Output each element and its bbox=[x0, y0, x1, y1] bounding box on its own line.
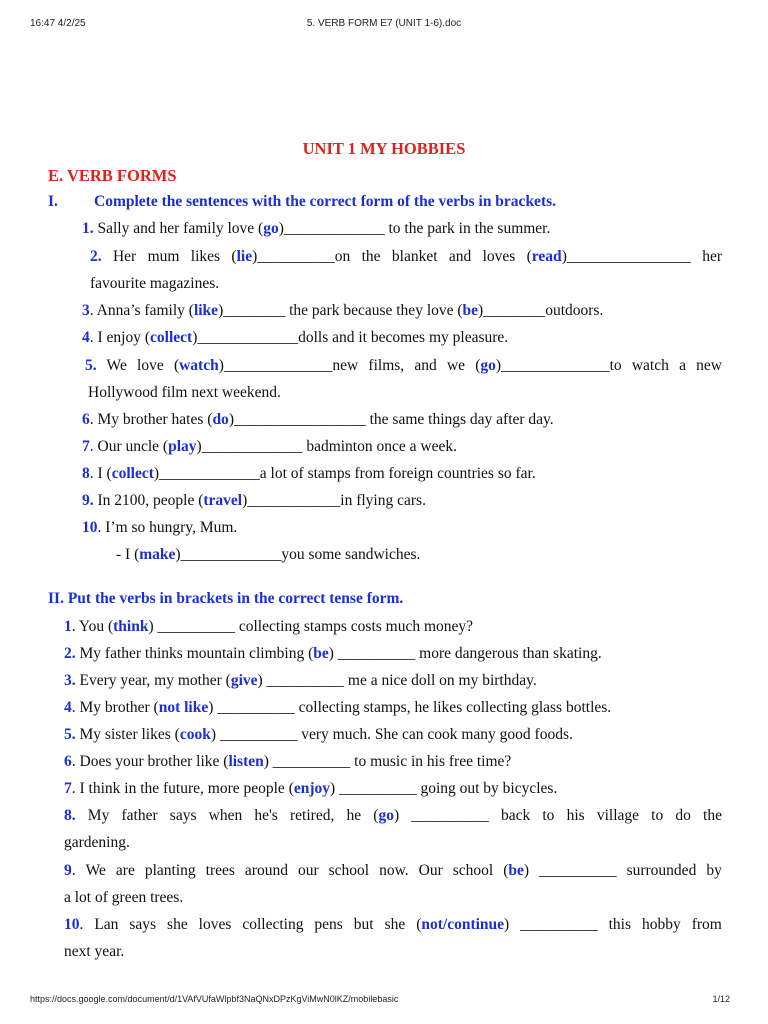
word-group bbox=[453, 861, 493, 881]
item-number: 7 bbox=[64, 780, 72, 797]
sentence-word: We bbox=[85, 862, 106, 879]
exercise-item bbox=[64, 806, 722, 826]
print-page-number: 1/12 bbox=[712, 994, 730, 1004]
sentence-word: the bbox=[703, 807, 722, 824]
word-group bbox=[503, 861, 529, 881]
sentence-word: . bbox=[79, 916, 84, 933]
sentence-word: this bbox=[608, 916, 632, 933]
exercise-item bbox=[82, 491, 426, 511]
sentence-word: __________ bbox=[411, 807, 489, 824]
exercise-item bbox=[64, 752, 511, 772]
item-number: 1 bbox=[64, 618, 72, 635]
sentence-word: hobby bbox=[641, 916, 681, 933]
word-group bbox=[542, 806, 554, 826]
sentence-word: when bbox=[208, 807, 243, 824]
sentence-text: . Anna’s family ( bbox=[89, 302, 194, 319]
item-number: 6 bbox=[82, 411, 90, 428]
sentence-word: his bbox=[566, 807, 585, 824]
print-doc-title: 5. VERB FORM E7 (UNIT 1-6).doc bbox=[306, 18, 462, 29]
sentence-word: father bbox=[121, 807, 158, 824]
sentence-word: ( bbox=[416, 916, 422, 933]
word-group bbox=[245, 861, 288, 881]
sentence-text: We love ( bbox=[96, 357, 180, 374]
verb-in-brackets: not/continue bbox=[421, 916, 505, 933]
verb-in-brackets: collect bbox=[150, 329, 193, 346]
exercise-item bbox=[90, 247, 722, 267]
item-number: 7 bbox=[82, 438, 90, 455]
sentence-text: . My brother ( bbox=[71, 699, 159, 716]
exercise-item bbox=[64, 617, 473, 637]
sentence-word: he bbox=[346, 807, 362, 824]
sentence-text: )____________in flying cars. bbox=[242, 492, 426, 509]
sentence-word: to bbox=[651, 807, 664, 824]
word-group bbox=[88, 806, 110, 826]
print-footer bbox=[30, 994, 738, 1008]
verb-in-brackets: not like bbox=[158, 699, 209, 716]
sentence-text: Sally and her family love ( bbox=[93, 220, 264, 237]
word-group bbox=[675, 806, 691, 826]
sentence-word: . bbox=[71, 862, 76, 879]
sentence-text: )_________________ the same things day after day. bbox=[228, 411, 554, 428]
word-group bbox=[385, 915, 406, 935]
sentence-word: pens bbox=[314, 916, 343, 933]
verb-in-brackets: play bbox=[168, 438, 197, 455]
sentence-word: trees bbox=[205, 862, 235, 879]
sentence-text: )________ the park because they love ( bbox=[218, 302, 463, 319]
sentence-text: )__________on the blanket and loves ( bbox=[252, 248, 532, 265]
verb-in-brackets: give bbox=[230, 672, 258, 689]
exercise-item bbox=[82, 219, 550, 239]
item-number: 5. bbox=[64, 726, 76, 743]
sentence-text: )_____________dolls and it becomes my pleasure. bbox=[192, 329, 509, 346]
sentence-text: In 2100, people ( bbox=[93, 492, 204, 509]
sentence-word: to bbox=[542, 807, 555, 824]
sentence-text: . I enjoy ( bbox=[89, 329, 151, 346]
word-group bbox=[290, 806, 334, 826]
item-number: 5. bbox=[85, 357, 97, 374]
word-group bbox=[242, 915, 303, 935]
verb-in-brackets: be bbox=[462, 302, 479, 319]
sentence-text: )_____________you some sandwiches. bbox=[175, 546, 421, 563]
word-group bbox=[642, 915, 681, 935]
sentence-word: ) bbox=[504, 916, 510, 933]
word-group bbox=[567, 806, 585, 826]
item-number: 4 bbox=[82, 329, 90, 346]
exercise-item bbox=[64, 861, 722, 881]
exercise-item bbox=[64, 698, 611, 718]
exercise-item bbox=[116, 545, 420, 565]
sentence-word: she bbox=[384, 916, 406, 933]
word-group bbox=[206, 861, 235, 881]
exercise-continuation: gardening. bbox=[64, 834, 130, 851]
sentence-word: ( bbox=[373, 807, 379, 824]
exercise-continuation: favourite magazines. bbox=[90, 275, 220, 292]
verb-in-brackets: collect bbox=[111, 465, 154, 482]
sentence-text: )______________new films, and we ( bbox=[218, 357, 481, 374]
word-group bbox=[627, 861, 697, 881]
print-header bbox=[30, 18, 738, 34]
sentence-text: My sister likes ( bbox=[75, 726, 180, 743]
sentence-word: school bbox=[452, 862, 494, 879]
sentence-word: loves bbox=[198, 916, 232, 933]
word-group bbox=[703, 806, 722, 826]
verb-in-brackets: be bbox=[313, 645, 329, 662]
sentence-text: )_____________ to the park in the summer. bbox=[278, 220, 551, 237]
sentence-text: ) __________ collecting stamps costs much money? bbox=[148, 618, 474, 635]
sentence-text: ) __________ collecting stamps, he likes collecting glass bottles. bbox=[208, 699, 612, 716]
word-group bbox=[86, 861, 106, 881]
sentence-word: are bbox=[115, 862, 135, 879]
word-group bbox=[379, 861, 409, 881]
print-datetime: 16:47 4/2/25 bbox=[30, 18, 86, 29]
verb-in-brackets: be bbox=[508, 862, 524, 879]
sentence-word: do bbox=[675, 807, 691, 824]
word-group bbox=[298, 861, 319, 881]
exercise-item bbox=[85, 356, 722, 376]
exercise-item bbox=[82, 437, 457, 457]
word-group bbox=[411, 806, 489, 826]
sentence-text: ) __________ me a nice doll on my birthday. bbox=[257, 672, 537, 689]
item-number: 8. bbox=[64, 807, 76, 824]
word-group bbox=[419, 861, 443, 881]
sentence-word: back bbox=[500, 807, 531, 824]
item-number: 8 bbox=[82, 465, 90, 482]
word-group bbox=[64, 806, 76, 826]
word-group bbox=[346, 806, 361, 826]
sentence-text: . You ( bbox=[71, 618, 114, 635]
sentence-word: planting bbox=[144, 862, 196, 879]
word-group bbox=[354, 915, 374, 935]
exercise-item bbox=[64, 779, 557, 799]
word-group bbox=[145, 861, 196, 881]
sentence-word: school bbox=[328, 862, 370, 879]
word-group bbox=[170, 806, 197, 826]
sentence-word: village bbox=[596, 807, 640, 824]
exercise-item bbox=[82, 464, 536, 484]
word-group bbox=[501, 806, 530, 826]
verb-in-brackets: enjoy bbox=[293, 780, 331, 797]
exercise-continuation: next year. bbox=[64, 943, 125, 960]
part1-heading bbox=[48, 193, 556, 211]
sentence-text: . Our uncle ( bbox=[89, 438, 169, 455]
sentence-text: ) __________ very much. She can cook many good foods. bbox=[210, 726, 573, 743]
exercise-continuation: a lot of green trees. bbox=[64, 889, 184, 906]
sentence-text: )________outdoors. bbox=[478, 302, 604, 319]
sentence-word: but bbox=[353, 916, 374, 933]
sentence-word: now. bbox=[379, 862, 409, 879]
unit-title: UNIT 1 MY HOBBIES bbox=[302, 139, 466, 158]
sentence-text: . I ( bbox=[89, 465, 112, 482]
verb-in-brackets: do bbox=[212, 411, 229, 428]
word-group bbox=[651, 806, 663, 826]
sentence-text: )________________ her bbox=[561, 248, 722, 265]
sentence-word: __________ bbox=[539, 862, 617, 879]
sentence-text: My father thinks mountain climbing ( bbox=[75, 645, 314, 662]
sentence-word: she bbox=[167, 916, 188, 933]
word-group bbox=[314, 915, 342, 935]
sentence-word: our bbox=[297, 862, 319, 879]
verb-in-brackets: listen bbox=[228, 753, 264, 770]
item-number: 2. bbox=[64, 645, 76, 662]
word-group bbox=[167, 915, 188, 935]
sentence-word: ) bbox=[393, 807, 400, 824]
verb-in-brackets: go bbox=[378, 807, 394, 824]
verb-in-brackets: read bbox=[531, 248, 562, 265]
item-number: 3. bbox=[64, 672, 76, 689]
sentence-word: around bbox=[244, 862, 288, 879]
word-group bbox=[121, 806, 157, 826]
item-number: 10 bbox=[82, 519, 98, 536]
section-title: E. VERB FORMS bbox=[48, 166, 177, 185]
part1-instruction: Complete the sentences with the correct form of the verbs in brackets. bbox=[94, 193, 557, 210]
sentence-text: . Does your brother like ( bbox=[71, 753, 229, 770]
word-group bbox=[94, 915, 118, 935]
sentence-text: )_____________a lot of stamps from foreign countries so far. bbox=[153, 465, 536, 482]
word-group bbox=[609, 915, 631, 935]
item-number: 9 bbox=[64, 862, 72, 879]
exercise-item bbox=[82, 410, 554, 430]
item-number: 10 bbox=[64, 916, 80, 933]
item-number: 2. bbox=[90, 248, 102, 265]
sentence-word: __________ bbox=[520, 916, 598, 933]
sentence-word: says bbox=[129, 916, 157, 933]
sentence-word: collecting bbox=[242, 916, 304, 933]
item-number: 3 bbox=[82, 302, 90, 319]
sentence-word: ( bbox=[503, 862, 509, 879]
sentence-word: Lan bbox=[94, 916, 119, 933]
sentence-text: ) __________ more dangerous than skating. bbox=[328, 645, 602, 662]
item-number: 4 bbox=[64, 699, 72, 716]
item-number: 1. bbox=[82, 220, 94, 237]
word-group bbox=[129, 915, 156, 935]
word-group bbox=[64, 861, 76, 881]
sentence-text: )_____________ badminton once a week. bbox=[196, 438, 457, 455]
sentence-word: ) bbox=[523, 862, 530, 879]
part1-roman: I. bbox=[48, 193, 58, 210]
word-group bbox=[254, 806, 277, 826]
verb-in-brackets: go bbox=[263, 220, 279, 237]
exercise-item bbox=[82, 518, 237, 538]
exercise-item bbox=[82, 328, 508, 348]
exercise-item bbox=[64, 671, 537, 691]
word-group bbox=[373, 806, 399, 826]
verb-in-brackets: go bbox=[480, 357, 496, 374]
verb-in-brackets: watch bbox=[179, 357, 219, 374]
sentence-word: from bbox=[691, 916, 722, 933]
word-group bbox=[706, 861, 722, 881]
sentence-word: by bbox=[706, 862, 722, 879]
word-group bbox=[597, 806, 639, 826]
print-url: https://docs.google.com/document/d/1VAfVUfaWlpbf3NaQNxDPzKgViMwN0lKZ/mobilebasic bbox=[30, 994, 399, 1004]
sentence-text: . I’m so hungry, Mum. bbox=[97, 519, 238, 536]
sentence-word: retired, bbox=[290, 807, 335, 824]
sentence-text: . I think in the future, more people ( bbox=[71, 780, 294, 797]
word-group bbox=[116, 861, 135, 881]
word-group bbox=[209, 806, 243, 826]
sentence-word: says bbox=[169, 807, 197, 824]
exercise-continuation: Hollywood film next weekend. bbox=[88, 384, 281, 401]
item-number: 9. bbox=[82, 492, 94, 509]
sentence-word: surrounded bbox=[626, 862, 697, 879]
word-group bbox=[416, 915, 509, 935]
verb-in-brackets: make bbox=[139, 546, 176, 563]
sentence-text: ) __________ going out by bicycles. bbox=[330, 780, 558, 797]
sentence-word: Our bbox=[418, 862, 443, 879]
sentence-text: - I ( bbox=[116, 546, 140, 563]
word-group bbox=[520, 915, 598, 935]
sentence-text: . My brother hates ( bbox=[89, 411, 213, 428]
word-group bbox=[64, 915, 83, 935]
item-number: 6 bbox=[64, 753, 72, 770]
exercise-item bbox=[64, 915, 722, 935]
word-group bbox=[692, 915, 722, 935]
word-group bbox=[539, 861, 617, 881]
part2-heading: II. Put the verbs in brackets in the correct tense form. bbox=[48, 590, 404, 607]
verb-in-brackets: lie bbox=[236, 248, 253, 265]
sentence-text: Her mum likes ( bbox=[101, 248, 237, 265]
sentence-text: ) __________ to music in his free time? bbox=[263, 753, 512, 770]
exercise-item bbox=[64, 644, 602, 664]
sentence-word: he's bbox=[254, 807, 278, 824]
sentence-text: Every year, my mother ( bbox=[75, 672, 231, 689]
exercise-item bbox=[82, 301, 603, 321]
verb-in-brackets: like bbox=[193, 302, 219, 319]
exercise-item bbox=[64, 725, 573, 745]
verb-in-brackets: cook bbox=[179, 726, 211, 743]
verb-in-brackets: think bbox=[113, 618, 149, 635]
sentence-word: My bbox=[87, 807, 110, 824]
sentence-text: )______________to watch a new bbox=[495, 357, 722, 374]
word-group bbox=[199, 915, 232, 935]
verb-in-brackets: travel bbox=[203, 492, 243, 509]
word-group bbox=[329, 861, 369, 881]
